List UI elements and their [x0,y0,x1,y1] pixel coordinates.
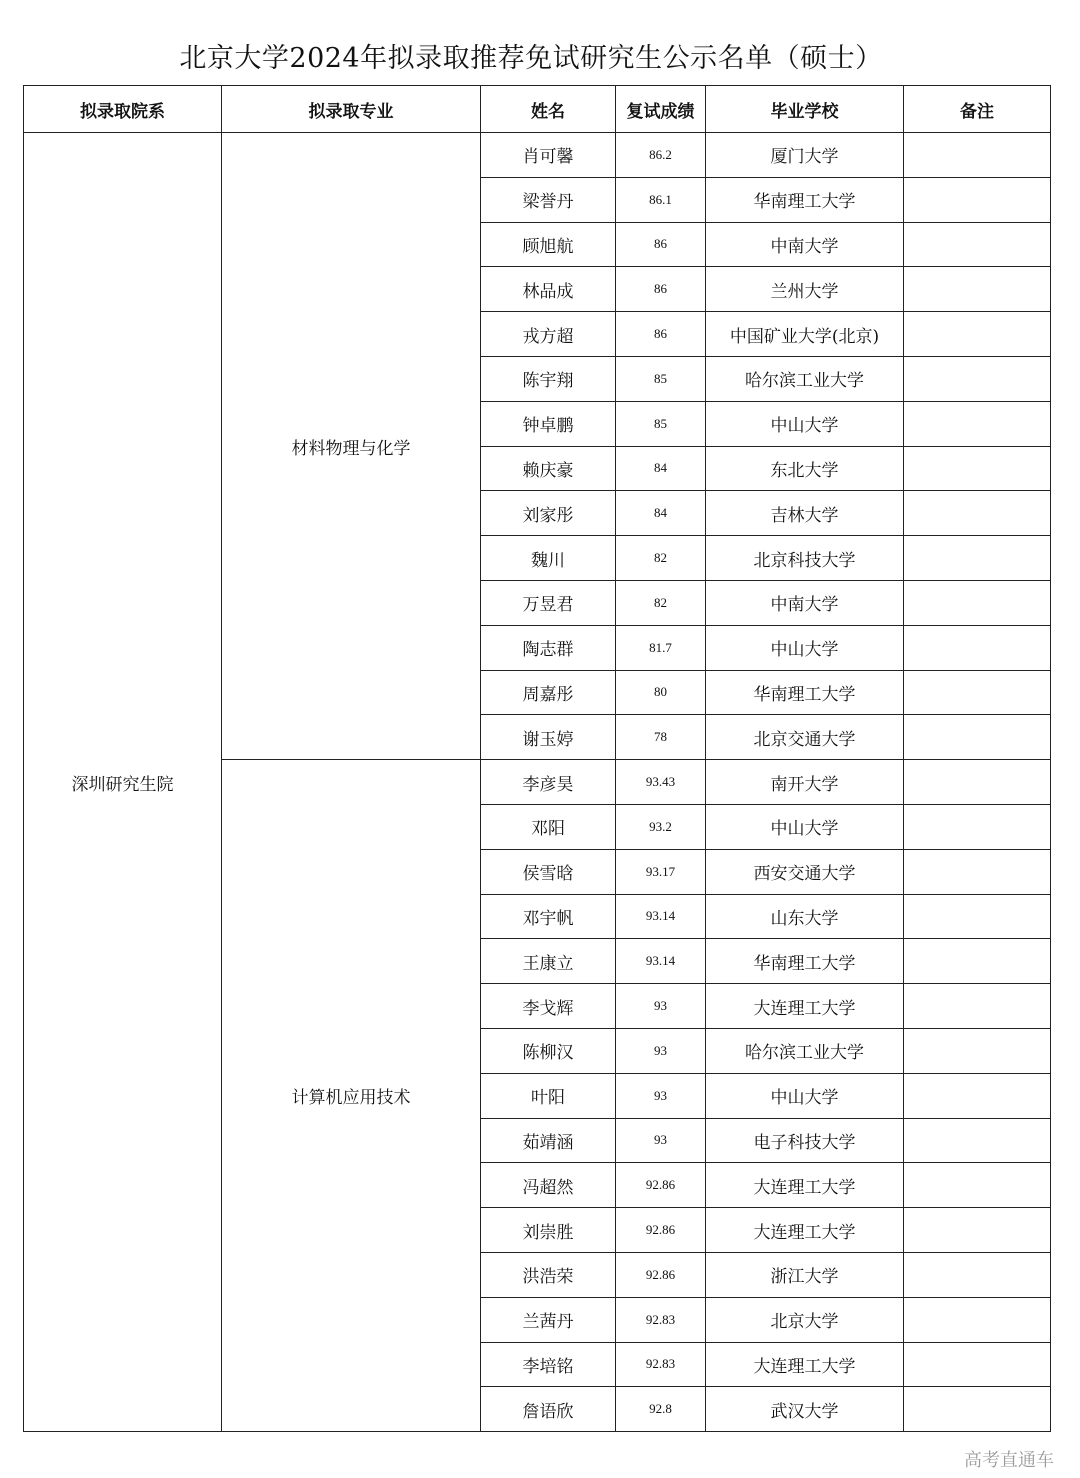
note-cell [904,715,1051,760]
name-cell: 邓阳 [481,804,616,849]
school-cell: 中南大学 [706,222,904,267]
department-cell: 深圳研究生院 [24,133,222,1432]
score-cell: 86.2 [616,133,706,178]
name-cell: 刘家彤 [481,491,616,536]
school-cell: 南开大学 [706,760,904,805]
header-school: 毕业学校 [706,86,904,133]
score-cell: 82 [616,536,706,581]
score-cell: 93.43 [616,760,706,805]
name-cell: 陈柳汉 [481,1028,616,1073]
name-cell: 刘崇胜 [481,1208,616,1253]
name-cell: 茹靖涵 [481,1118,616,1163]
score-cell: 92.83 [616,1297,706,1342]
school-cell: 武汉大学 [706,1387,904,1432]
score-cell: 81.7 [616,625,706,670]
score-cell: 93 [616,1118,706,1163]
score-cell: 93.17 [616,849,706,894]
school-cell: 浙江大学 [706,1252,904,1297]
note-cell [904,267,1051,312]
header-major: 拟录取专业 [222,86,481,133]
note-cell [904,760,1051,805]
name-cell: 万昱君 [481,580,616,625]
score-cell: 85 [616,356,706,401]
watermark: 高考直通车 [964,1450,1054,1471]
score-cell: 78 [616,715,706,760]
note-cell [904,984,1051,1029]
school-cell: 北京交通大学 [706,715,904,760]
name-cell: 詹语欣 [481,1387,616,1432]
school-cell: 大连理工大学 [706,1208,904,1253]
score-cell: 85 [616,401,706,446]
score-cell: 92.8 [616,1387,706,1432]
score-cell: 93.2 [616,804,706,849]
school-cell: 东北大学 [706,446,904,491]
note-cell [904,1297,1051,1342]
score-cell: 92.86 [616,1208,706,1253]
name-cell: 洪浩荣 [481,1252,616,1297]
note-cell [904,133,1051,178]
school-cell: 哈尔滨工业大学 [706,356,904,401]
name-cell: 顾旭航 [481,222,616,267]
score-cell: 93 [616,984,706,1029]
school-cell: 中山大学 [706,625,904,670]
note-cell [904,1387,1051,1432]
score-cell: 93.14 [616,939,706,984]
note-cell [904,894,1051,939]
name-cell: 赖庆豪 [481,446,616,491]
score-cell: 80 [616,670,706,715]
note-cell [904,1118,1051,1163]
note-cell [904,1073,1051,1118]
note-cell [904,356,1051,401]
school-cell: 哈尔滨工业大学 [706,1028,904,1073]
note-cell [904,401,1051,446]
name-cell: 邓宇帆 [481,894,616,939]
school-cell: 中山大学 [706,804,904,849]
header-department: 拟录取院系 [24,86,222,133]
school-cell: 华南理工大学 [706,670,904,715]
name-cell: 谢玉婷 [481,715,616,760]
note-cell [904,939,1051,984]
school-cell: 北京科技大学 [706,536,904,581]
note-cell [904,536,1051,581]
school-cell: 大连理工大学 [706,1342,904,1387]
score-cell: 86 [616,222,706,267]
note-cell [904,1342,1051,1387]
table-body [24,133,1051,1432]
score-cell: 93.14 [616,894,706,939]
page-title: 北京大学2024年拟录取推荐免试研究生公示名单（硕士） [179,43,883,74]
school-cell: 西安交通大学 [706,849,904,894]
note-cell [904,670,1051,715]
score-cell: 86.1 [616,177,706,222]
score-cell: 86 [616,267,706,312]
school-cell: 厦门大学 [706,133,904,178]
name-cell: 梁誉丹 [481,177,616,222]
header-note: 备注 [904,86,1051,133]
name-cell: 林品成 [481,267,616,312]
school-cell: 中山大学 [706,401,904,446]
school-cell: 山东大学 [706,894,904,939]
note-cell [904,222,1051,267]
school-cell: 华南理工大学 [706,939,904,984]
name-cell: 李彦昊 [481,760,616,805]
score-cell: 84 [616,446,706,491]
score-cell: 93 [616,1028,706,1073]
table-header-row [24,86,1051,133]
note-cell [904,1252,1051,1297]
school-cell: 吉林大学 [706,491,904,536]
note-cell [904,580,1051,625]
table-row [24,133,1051,178]
score-cell: 92.86 [616,1163,706,1208]
note-cell [904,1163,1051,1208]
header-score: 复试成绩 [616,86,706,133]
name-cell: 兰茜丹 [481,1297,616,1342]
header-name: 姓名 [481,86,616,133]
school-cell: 华南理工大学 [706,177,904,222]
name-cell: 钟卓鹏 [481,401,616,446]
name-cell: 冯超然 [481,1163,616,1208]
note-cell [904,446,1051,491]
note-cell [904,1028,1051,1073]
note-cell [904,849,1051,894]
admission-table [23,85,1051,1432]
school-cell: 大连理工大学 [706,1163,904,1208]
score-cell: 92.83 [616,1342,706,1387]
note-cell [904,491,1051,536]
name-cell: 周嘉彤 [481,670,616,715]
score-cell: 86 [616,312,706,357]
name-cell: 陈宇翔 [481,356,616,401]
school-cell: 中山大学 [706,1073,904,1118]
school-cell: 电子科技大学 [706,1118,904,1163]
score-cell: 84 [616,491,706,536]
note-cell [904,177,1051,222]
major-cell: 材料物理与化学 [222,133,481,760]
name-cell: 魏川 [481,536,616,581]
name-cell: 李戈辉 [481,984,616,1029]
name-cell: 肖可馨 [481,133,616,178]
school-cell: 中国矿业大学(北京) [706,312,904,357]
score-cell: 93 [616,1073,706,1118]
name-cell: 李培铭 [481,1342,616,1387]
score-cell: 92.86 [616,1252,706,1297]
note-cell [904,625,1051,670]
school-cell: 兰州大学 [706,267,904,312]
note-cell [904,312,1051,357]
name-cell: 戎方超 [481,312,616,357]
name-cell: 王康立 [481,939,616,984]
note-cell [904,1208,1051,1253]
name-cell: 陶志群 [481,625,616,670]
name-cell: 侯雪晗 [481,849,616,894]
major-cell: 计算机应用技术 [222,760,481,1432]
score-cell: 82 [616,580,706,625]
school-cell: 北京大学 [706,1297,904,1342]
name-cell: 叶阳 [481,1073,616,1118]
school-cell: 中南大学 [706,580,904,625]
school-cell: 大连理工大学 [706,984,904,1029]
note-cell [904,804,1051,849]
